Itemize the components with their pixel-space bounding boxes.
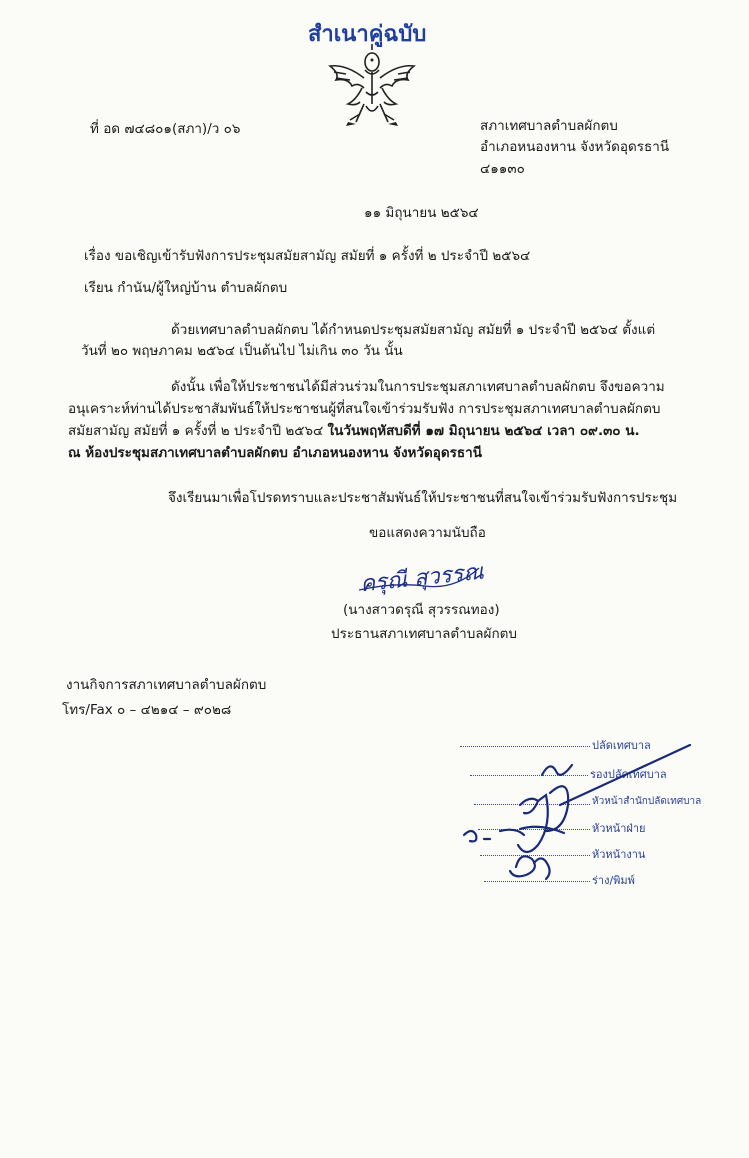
routing-1: ปลัดเทศบาล xyxy=(592,739,651,752)
signer-title: ประธานสภาเทศบาลตำบลผักตบ xyxy=(331,626,517,642)
garuda-emblem-icon xyxy=(326,44,418,128)
sender-office: สภาเทศบาลตำบลผักตบ xyxy=(480,118,618,134)
regards: ขอแสดงความนับถือ xyxy=(369,525,486,541)
paragraph-2-line-1: ดังนั้น เพื่อให้ประชาชนได้มีส่วนร่วมในการประชุมสภาเทศบาลตำบลผักตบ จึงขอความ xyxy=(171,379,665,395)
closing-request: จึงเรียนมาเพื่อโปรดทราบและประชาสัมพันธ์ให้ประชาชนที่สนใจเข้าร่วมรับฟังการประชุม xyxy=(168,490,678,506)
routing-4: หัวหน้าฝ่าย xyxy=(592,822,646,835)
routing-6: ร่าง/พิมพ์ xyxy=(592,874,635,887)
sender-postcode: ๔๑๑๓๐ xyxy=(480,161,525,177)
routing-initials-icon xyxy=(460,735,700,895)
paragraph-1-line-2: วันที่ ๒๐ พฤษภาคม ๒๕๖๔ เป็นต้นไป ไม่เกิน ๓๐ วัน นั้น xyxy=(81,343,403,359)
meeting-datetime: ในวันพฤหัสบดีที่ ๑๗ มิถุนายน ๒๕๖๔ เวลา ๐๙.๓๐ น. xyxy=(327,423,640,439)
paragraph-1-line-1: ด้วยเทศบาลตำบลผักตบ ได้กำหนดประชุมสมัยสามัญ สมัยที่ ๑ ประจำปี ๒๕๖๔ ตั้งแต่ xyxy=(171,322,656,338)
routing-5: หัวหน้างาน xyxy=(592,848,646,861)
signer-name: (นางสาวดรุณี สุวรรณทอง) xyxy=(343,602,500,618)
copy-stamp: สำเนาคู่ฉบับ xyxy=(308,22,427,47)
sender-district: อำเภอหนองหาน จังหวัดอุดรธานี xyxy=(480,139,670,155)
routing-2: รองปลัดเทศบาล xyxy=(590,768,667,781)
meeting-venue: ณ ห้องประชุมสภาเทศบาลตำบลผักตบ อำเภอหนองหาน จังหวัดอุดรธานี xyxy=(68,445,482,461)
signature: ครุณี สุวรรณ xyxy=(359,559,485,598)
letter-subject: เรื่อง ขอเชิญเข้ารับฟังการประชุมสมัยสามัญ สมัยที่ ๑ ครั้งที่ ๒ ประจำปี ๒๕๖๔ xyxy=(84,248,531,264)
reference-number: ที่ อด ๗๔๘๐๑(สภา)/ว ๐๖ xyxy=(90,121,241,137)
letter-date: ๑๑ มิถุนายน ๒๕๖๔ xyxy=(364,205,479,221)
footer-department: งานกิจการสภาเทศบาลตำบลผักตบ xyxy=(66,677,267,693)
letter-recipient: เรียน กำนัน/ผู้ใหญ่บ้าน ตำบลผักตบ xyxy=(84,280,288,296)
signature-flourish-icon xyxy=(355,560,485,596)
footer-phone: โทร/Fax ๐ – ๔๒๑๔ – ๙๐๒๘ xyxy=(62,702,232,718)
meeting-session: สมัยสามัญ สมัยที่ ๑ ครั้งที่ ๒ ประจำปี ๒๕๖๔ xyxy=(68,423,324,439)
paragraph-2-line-2: อนุเคราะห์ท่านได้ประชาสัมพันธ์ให้ประชาชนผู้ที่สนใจเข้าร่วมรับฟัง การประชุมสภาเทศบาลตำบลผักตบ xyxy=(68,401,661,417)
routing-3: หัวหน้าสำนักปลัดเทศบาล xyxy=(592,796,702,807)
paragraph-2-line-3 xyxy=(68,419,640,441)
